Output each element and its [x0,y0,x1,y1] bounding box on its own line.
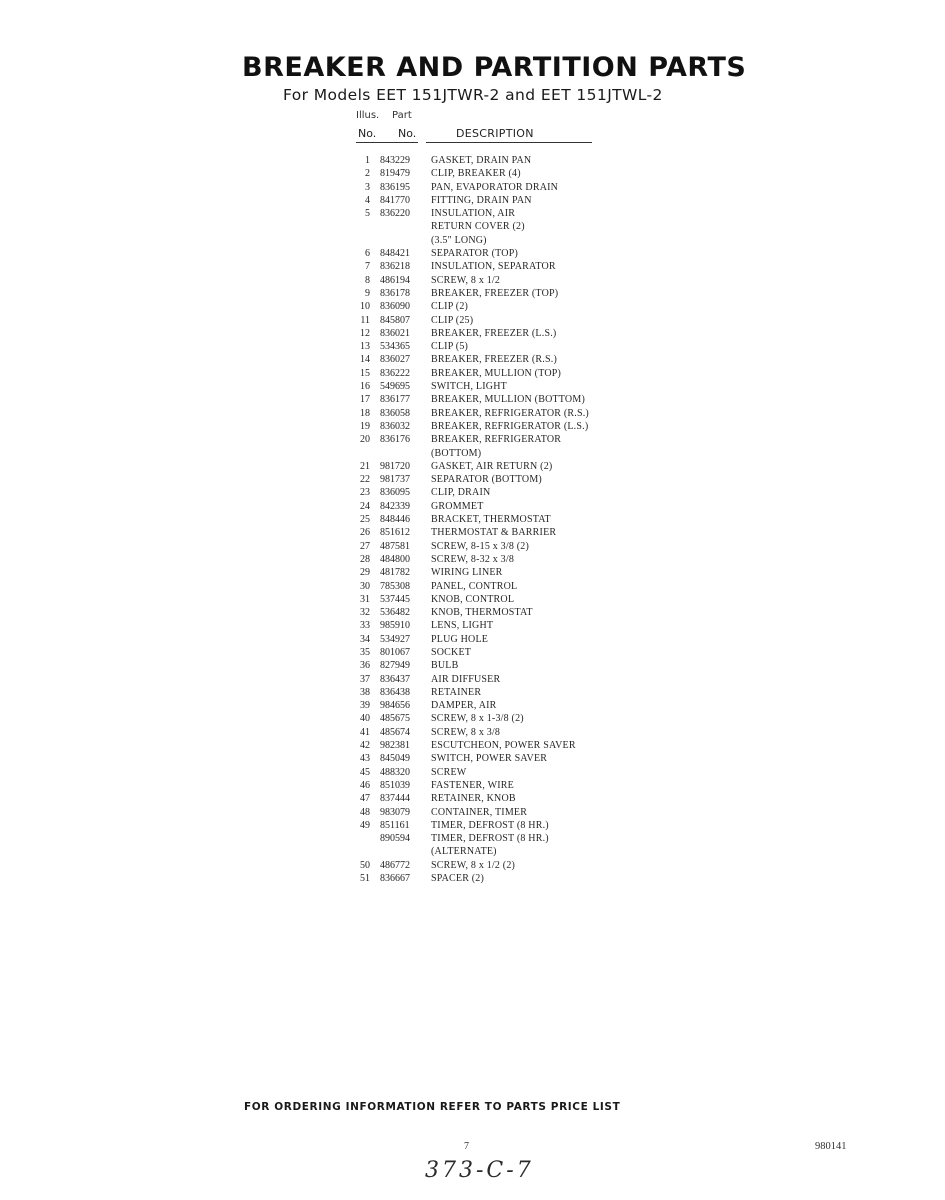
part-no-cell: 848421 [380,248,410,260]
illus-no-cell: 50 [360,859,370,871]
table-row [350,792,640,805]
part-no-cell: 785308 [380,580,410,592]
illus-no-cell: 13 [360,341,370,353]
illus-no-cell: 6 [365,248,370,260]
table-row [350,367,640,380]
illus-no-cell: 25 [360,514,370,526]
header-underline [356,142,418,143]
part-no-cell: 836222 [380,367,410,379]
description-cell: PAN, EVAPORATOR DRAIN [431,181,559,193]
part-column-header: Part [392,110,412,121]
table-row [350,553,640,566]
illus-no-cell: 19 [360,420,370,432]
part-no-cell: 845807 [380,314,410,326]
part-no-cell: 981720 [380,460,410,472]
ordering-info-note: FOR ORDERING INFORMATION REFER TO PARTS PRICE LIST [244,1101,621,1113]
table-row [350,473,640,486]
illus-no-cell: 1 [365,155,370,166]
description-cell: (3.5" LONG) [431,234,487,246]
part-no-cell: 836177 [380,394,410,406]
part-no-cell: 851161 [380,819,410,831]
description-cell: CLIP (25) [431,314,474,326]
table-row [350,234,640,247]
description-cell: INSULATION, SEPARATOR [431,261,556,273]
description-cell: TIMER, DEFROST (8 HR.) [431,819,549,831]
table-row [350,181,640,194]
illus-column-header: Illus. [356,110,380,121]
part-no-cell: 485674 [380,726,410,738]
description-cell: BREAKER, MULLION (TOP) [431,367,562,379]
part-no-cell: 984656 [380,700,410,712]
table-row [350,686,640,699]
part-no-cell: 851039 [380,779,410,791]
illus-no-cell: 49 [360,819,370,831]
description-cell: TIMER, DEFROST (8 HR.) [431,833,549,845]
part-no-cell: 981737 [380,474,410,486]
illus-no-cell: 8 [365,274,370,286]
description-cell: RETURN COVER (2) [431,221,525,233]
part-no-cell: 836667 [380,873,410,885]
table-row [350,779,640,792]
illus-no-cell: 41 [360,726,370,738]
table-row [350,353,640,366]
description-cell: SCREW, 8 x 1-3/8 (2) [431,713,524,725]
part-no-cell: 841770 [380,194,410,206]
illus-no-cell: 35 [360,646,370,658]
illus-no-cell: 9 [365,287,370,299]
description-cell: GASKET, AIR RETURN (2) [431,460,553,472]
description-cell: CONTAINER, TIMER [431,806,528,818]
header-underline [426,142,592,143]
description-cell: PLUG HOLE [431,633,489,645]
parts-list [350,154,640,885]
part-no-cell: 488320 [380,766,410,778]
illus-no-cell: 39 [360,700,370,712]
description-cell: FASTENER, WIRE [431,779,514,791]
table-row [350,619,640,632]
description-cell: SCREW, 8-15 x 3/8 (2) [431,540,529,552]
description-cell: ESCUTCHEON, POWER SAVER [431,740,576,752]
table-row [350,673,640,686]
part-no-cell: 985910 [380,620,410,632]
description-cell: GASKET, DRAIN PAN [431,155,532,166]
description-cell: LENS, LIGHT [431,620,494,632]
table-row [350,845,640,858]
part-no-cell: 836095 [380,487,410,499]
description-cell: (ALTERNATE) [431,846,497,858]
table-row [350,819,640,832]
description-cell: CLIP, BREAKER (4) [431,168,521,180]
description-cell: SPACER (2) [431,873,485,885]
page-title: BREAKER AND PARTITION PARTS [242,52,747,83]
illus-no-cell: 38 [360,686,370,698]
part-no-cell: 536482 [380,607,410,619]
description-cell: SCREW, 8-32 x 3/8 [431,553,515,565]
description-cell: BREAKER, MULLION (BOTTOM) [431,394,585,406]
description-cell: INSULATION, AIR [431,208,516,220]
table-row [350,712,640,725]
table-row [350,247,640,260]
illus-no-cell: 27 [360,540,370,552]
description-cell: (BOTTOM) [431,447,482,459]
table-row [350,314,640,327]
part-no-cell: 836195 [380,181,410,193]
part-no-cell: 982381 [380,740,410,752]
table-row [350,207,640,220]
part-no-cell: 534927 [380,633,410,645]
description-cell: BREAKER, REFRIGERATOR (R.S.) [431,407,589,419]
table-row [350,580,640,593]
illus-no-cell: 10 [360,301,370,313]
illus-no-cell: 14 [360,354,370,366]
part-no-cell: 837444 [380,793,410,805]
illus-no-cell: 22 [360,474,370,486]
illus-no-cell: 51 [360,873,370,885]
table-row [350,300,640,313]
table-row [350,566,640,579]
illus-no-cell: 32 [360,607,370,619]
part-no-cell: 845049 [380,753,410,765]
part-no-cell: 487581 [380,540,410,552]
description-cell: SWITCH, LIGHT [431,381,507,393]
illus-no-cell: 34 [360,633,370,645]
description-cell: PANEL, CONTROL [431,580,518,592]
description-cell: DAMPER, AIR [431,700,497,712]
part-no-cell: 481782 [380,567,410,579]
illus-no-cell: 24 [360,500,370,512]
description-cell: BREAKER, REFRIGERATOR (L.S.) [431,420,589,432]
table-row [350,447,640,460]
description-cell: RETAINER, KNOB [431,793,516,805]
illus-no-cell: 17 [360,394,370,406]
description-cell: GROMMET [431,500,484,512]
description-cell: SEPARATOR (TOP) [431,248,519,260]
part-no-cell: 836438 [380,686,410,698]
document-code: 980141 [815,1141,847,1152]
illus-no-cell: 2 [365,168,370,180]
table-row [350,699,640,712]
table-row [350,752,640,765]
part-no-cell: 836058 [380,407,410,419]
description-cell: BULB [431,660,459,672]
description-cell: BRACKET, THERMOSTAT [431,514,551,526]
illus-no-cell: 31 [360,593,370,605]
illus-no-cell: 48 [360,806,370,818]
description-cell: KNOB, THERMOSTAT [431,607,533,619]
illus-no-cell: 47 [360,793,370,805]
illus-no-cell: 28 [360,553,370,565]
table-row [350,606,640,619]
illus-no-cell: 33 [360,620,370,632]
illus-no-cell: 11 [360,314,370,326]
description-cell: RETAINER [431,686,482,698]
illus-no-cell: 12 [360,327,370,339]
description-cell: FITTING, DRAIN PAN [431,194,532,206]
table-row [350,859,640,872]
description-cell: BREAKER, FREEZER (TOP) [431,287,559,299]
illus-no-cell: 45 [360,766,370,778]
description-cell: SEPARATOR (BOTTOM) [431,474,542,486]
part-no-cell: 836178 [380,287,410,299]
table-row [350,287,640,300]
part-no-cell: 848446 [380,514,410,526]
part-no-cell: 836032 [380,420,410,432]
table-row [350,433,640,446]
illus-no-cell: 40 [360,713,370,725]
table-row [350,872,640,885]
part-no-cell: 890594 [380,833,410,845]
illus-no-cell: 18 [360,407,370,419]
illus-no-cell: 15 [360,367,370,379]
description-column-header: DESCRIPTION [456,127,534,140]
part-no-cell: 836218 [380,261,410,273]
description-cell: SWITCH, POWER SAVER [431,753,548,765]
part-no-cell: 486194 [380,274,410,286]
illus-no-cell: 37 [360,673,370,685]
description-cell: SCREW, 8 x 1/2 (2) [431,859,516,871]
table-row [350,526,640,539]
part-no-cell: 836027 [380,354,410,366]
table-row [350,167,640,180]
part-no-column-header: No. [398,127,417,140]
illus-no-column-header: No. [358,127,377,140]
table-row [350,832,640,845]
table-row [350,646,640,659]
table-row [350,194,640,207]
illus-no-cell: 36 [360,660,370,672]
part-no-cell: 827949 [380,660,410,672]
table-row [350,260,640,273]
illus-no-cell: 23 [360,487,370,499]
description-cell: BREAKER, FREEZER (L.S.) [431,327,557,339]
table-row [350,380,640,393]
part-no-cell: 537445 [380,593,410,605]
illus-no-cell: 4 [365,194,370,206]
part-no-cell: 485675 [380,713,410,725]
part-no-cell: 484800 [380,553,410,565]
table-row [350,659,640,672]
part-no-cell: 836437 [380,673,410,685]
part-no-cell: 801067 [380,646,410,658]
table-row [350,340,640,353]
table-row [350,327,640,340]
part-no-cell: 836220 [380,208,410,220]
description-cell: AIR DIFFUSER [431,673,501,685]
part-no-cell: 843229 [380,155,410,166]
illus-no-cell: 43 [360,753,370,765]
part-no-cell: 983079 [380,806,410,818]
part-no-cell: 836090 [380,301,410,313]
description-cell: THERMOSTAT & BARRIER [431,527,557,539]
description-cell: KNOB, CONTROL [431,593,515,605]
description-cell: SCREW [431,766,467,778]
table-row [350,220,640,233]
illus-no-cell: 30 [360,580,370,592]
part-no-cell: 836176 [380,434,410,446]
table-row [350,154,640,167]
description-cell: SCREW, 8 x 3/8 [431,726,501,738]
table-row [350,806,640,819]
table-row [350,460,640,473]
description-cell: BREAKER, REFRIGERATOR [431,434,562,446]
table-row [350,593,640,606]
page-number: 7 [464,1141,469,1152]
illus-no-cell: 3 [365,181,370,193]
part-no-cell: 486772 [380,859,410,871]
table-row [350,420,640,433]
table-row [350,540,640,553]
part-no-cell: 534365 [380,341,410,353]
description-cell: CLIP (5) [431,341,469,353]
table-row [350,739,640,752]
illus-no-cell: 5 [365,208,370,220]
table-row [350,766,640,779]
description-cell: CLIP (2) [431,301,469,313]
table-row [350,513,640,526]
illus-no-cell: 7 [365,261,370,273]
table-row [350,274,640,287]
illus-no-cell: 16 [360,381,370,393]
table-row [350,393,640,406]
table-row [350,633,640,646]
models-subtitle: For Models EET 151JTWR-2 and EET 151JTWL-2 [283,86,663,104]
illus-no-cell: 21 [360,460,370,472]
part-no-cell: 851612 [380,527,410,539]
illus-no-cell: 46 [360,779,370,791]
table-row [350,726,640,739]
table-row [350,486,640,499]
part-no-cell: 819479 [380,168,410,180]
illus-no-cell: 20 [360,434,370,446]
table-row [350,500,640,513]
handwritten-annotation: 373-C-7 [425,1158,534,1183]
part-no-cell: 549695 [380,381,410,393]
illus-no-cell: 26 [360,527,370,539]
part-no-cell: 836021 [380,327,410,339]
description-cell: SOCKET [431,646,472,658]
description-cell: BREAKER, FREEZER (R.S.) [431,354,557,366]
part-no-cell: 842339 [380,500,410,512]
description-cell: CLIP, DRAIN [431,487,491,499]
illus-no-cell: 42 [360,740,370,752]
description-cell: WIRING LINER [431,567,503,579]
table-row [350,407,640,420]
illus-no-cell: 29 [360,567,370,579]
description-cell: SCREW, 8 x 1/2 [431,274,501,286]
